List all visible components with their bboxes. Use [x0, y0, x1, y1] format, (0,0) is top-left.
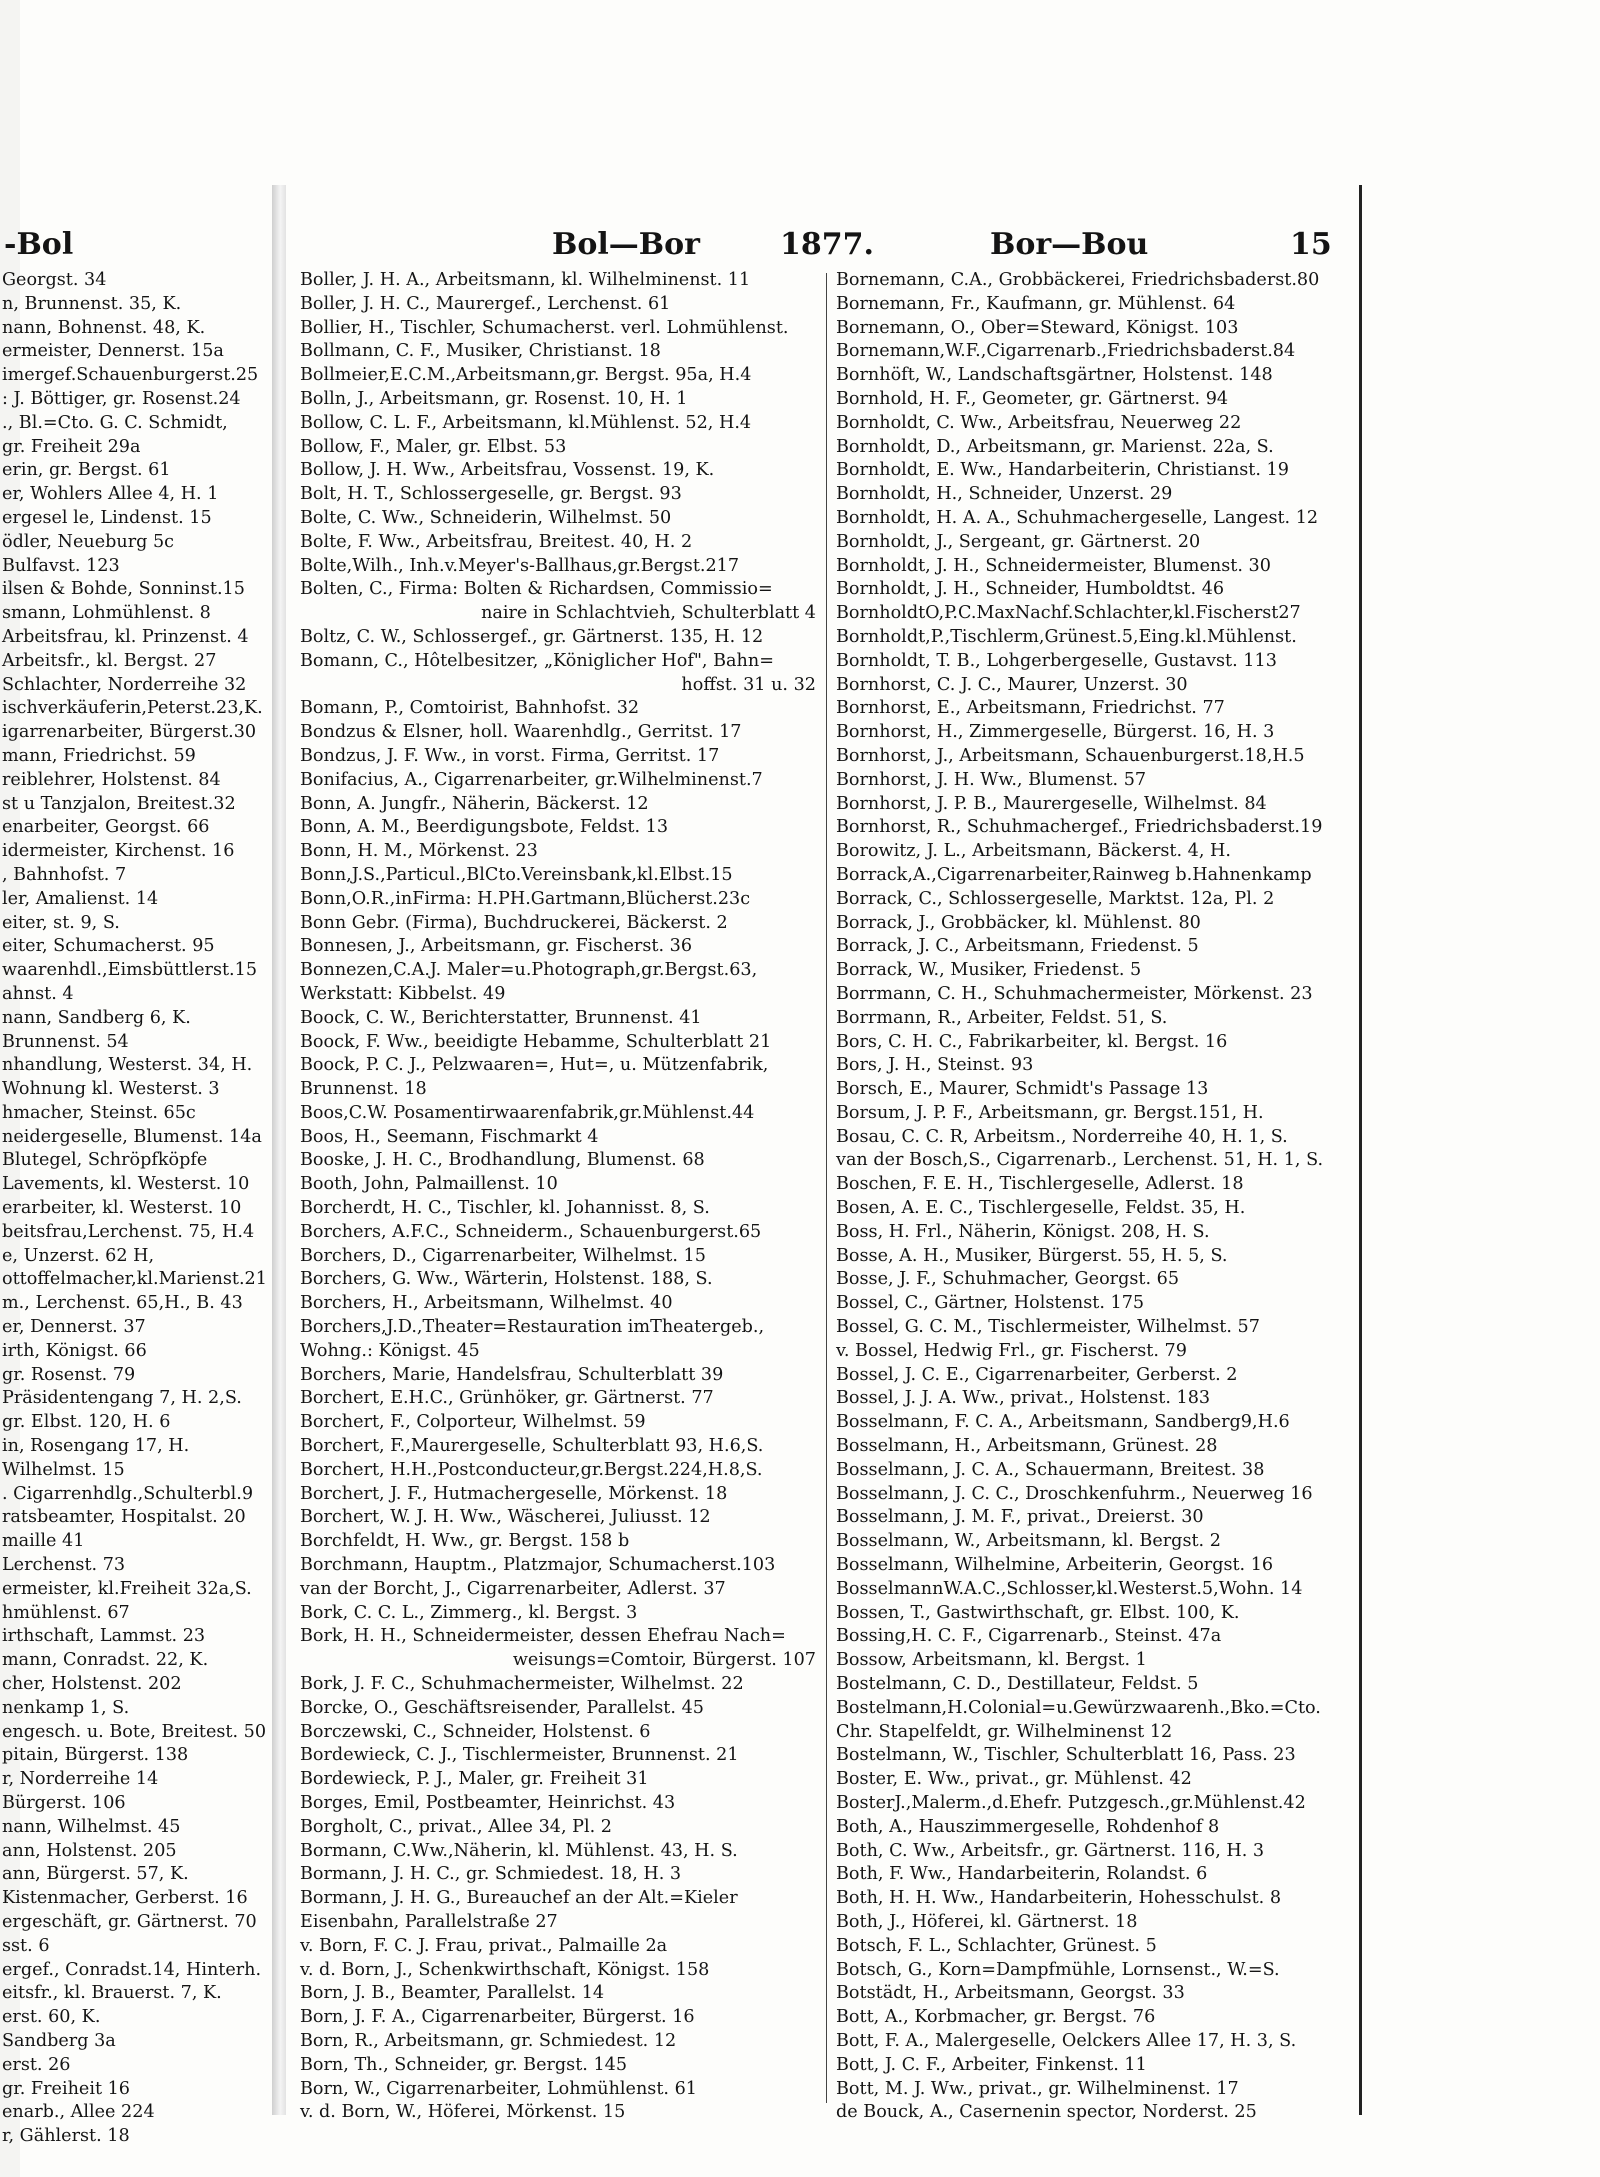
- directory-entry: hmacher, Steinst. 65c: [2, 1102, 196, 1123]
- directory-entry: Bondzus & Elsner, holl. Waarenhdlg., Gerritst. 17: [300, 722, 742, 743]
- directory-entry: gr. Freiheit 29a: [2, 436, 141, 457]
- directory-entry: Lerchenst. 73: [2, 1555, 126, 1576]
- page-range-left: Bol—Bor: [552, 227, 700, 262]
- directory-entry: Booth, John, Palmaillenst. 10: [300, 1174, 558, 1195]
- directory-entry: Bostelmann, W., Tischler, Schulterblatt 16, Pass. 23: [836, 1745, 1296, 1766]
- directory-entry: Bosselmann, H., Arbeitsmann, Grünest. 28: [836, 1436, 1218, 1457]
- directory-entry: Borchert, E.H.C., Grünhöker, gr. Gärtnerst. 77: [300, 1388, 714, 1409]
- directory-entry: Boller, J. H. C., Maurergef., Lerchenst. 61: [300, 293, 671, 314]
- directory-entry: beitsfrau,Lerchenst. 75, H.4: [2, 1221, 255, 1242]
- directory-entry: Borchert, W. J. H. Ww., Wäscherei, Juliusst. 12: [300, 1507, 711, 1528]
- directory-entry: Bonn, H. M., Mörkenst. 23: [300, 841, 538, 862]
- directory-entry: er, Dennerst. 37: [2, 1317, 146, 1338]
- directory-entry: Boock, P. C. J., Pelzwaaren=, Hut=, u. Mützenfabrik,: [300, 1055, 769, 1076]
- directory-entry: Bornhorst, E., Arbeitsmann, Friedrichst. 77: [836, 698, 1225, 719]
- directory-entry: Boschen, F. E. H., Tischlergeselle, Adlerst. 18: [836, 1174, 1244, 1195]
- directory-entry: Bollier, H., Tischler, Schumacherst. verl. Lohmühlenst.: [300, 317, 789, 338]
- book-spread: [0, 185, 1362, 2147]
- directory-entry: e, Unzerst. 62 H,: [2, 1245, 155, 1266]
- directory-entry: idermeister, Kirchenst. 16: [2, 841, 235, 862]
- directory-entry: v. Born, F. C. J. Frau, privat., Palmaille 2a: [300, 1935, 668, 1956]
- directory-entry: irth, Königst. 66: [2, 1340, 147, 1361]
- directory-entry: Bonn, A. M., Beerdigungsbote, Feldst. 13: [300, 817, 669, 838]
- directory-entry: Bossel, J. C. E., Cigarrenarbeiter, Gerberst. 2: [836, 1364, 1238, 1385]
- directory-entry: Bolte, C. Ww., Schneiderin, Wilhelmst. 50: [300, 507, 672, 528]
- directory-entry: Bondzus, J. F. Ww., in vorst. Firma, Gerritst. 17: [300, 745, 720, 766]
- directory-entry: Wohnung kl. Westerst. 3: [2, 1079, 220, 1100]
- directory-entry: maille 41: [2, 1531, 85, 1552]
- directory-entry: engesch. u. Bote, Breitest. 50: [2, 1721, 267, 1742]
- directory-entry: Bosselmann, F. C. A., Arbeitsmann, Sandberg9,H.6: [836, 1412, 1290, 1433]
- page-year: 1877.: [780, 227, 874, 262]
- directory-entry: Borrmann, R., Arbeiter, Feldst. 51, S.: [836, 1007, 1168, 1028]
- directory-entry: Both, F. Ww., Handarbeiterin, Rolandst. 6: [836, 1864, 1208, 1885]
- directory-entry: ler, Amalienst. 14: [2, 888, 159, 909]
- directory-entry: Botsch, G., Korn=Dampfmühle, Lornsenst., W.=S.: [836, 1959, 1280, 1980]
- directory-entry: Bott, J. C. F., Arbeiter, Finkenst. 11: [836, 2054, 1147, 2075]
- directory-entry: Bornholdt, D., Arbeitsmann, gr. Marienst. 22a, S.: [836, 436, 1274, 457]
- directory-entry: reiblehrer, Holstenst. 84: [2, 769, 221, 790]
- directory-entry: Wohng.: Königst. 45: [300, 1340, 480, 1361]
- right-column: [836, 269, 1344, 2125]
- directory-entry: Bordewieck, C. J., Tischlermeister, Brunnenst. 21: [300, 1745, 739, 1766]
- directory-entry: Bormann, C.Ww.,Näherin, kl. Mühlenst. 43, H. S.: [300, 1840, 738, 1861]
- directory-entry: Boss, H. Frl., Näherin, Königst. 208, H. S.: [836, 1221, 1210, 1242]
- directory-entry: Borczewski, C., Schneider, Holstenst. 6: [300, 1721, 651, 1742]
- directory-entry: neidergeselle, Blumenst. 14a: [2, 1126, 262, 1147]
- directory-entry: Borrack,A.,Cigarrenarbeiter,Rainweg b.Hahnenkamp: [836, 864, 1312, 885]
- directory-entry: Bors, C. H. C., Fabrikarbeiter, kl. Bergst. 16: [836, 1031, 1228, 1052]
- directory-entry: Born, J. B., Beamter, Parallelst. 14: [300, 1983, 605, 2004]
- directory-entry: Bornemann,W.F.,Cigarrenarb.,Friedrichsbaderst.84: [836, 341, 1296, 362]
- directory-entry: Both, A., Hauszimmergeselle, Rohdenhof 8: [836, 1816, 1220, 1837]
- directory-entry: Bonn,J.S.,Particul.,BlCto.Vereinsbank,kl.Elbst.15: [300, 864, 733, 885]
- directory-entry: ahnst. 4: [2, 983, 74, 1004]
- directory-entry: Bornholdt, J. H., Schneider, Humboldtst. 46: [836, 579, 1225, 600]
- directory-entry: Bollmeier,E.C.M.,Arbeitsmann,gr. Bergst. 95a, H.4: [300, 365, 752, 386]
- directory-entry: Lavements, kl. Westerst. 10: [2, 1174, 250, 1195]
- directory-entry: Bornhorst, C. J. C., Maurer, Unzerst. 30: [836, 674, 1188, 695]
- directory-entry: BosterJ.,Malerm.,d.Ehefr. Putzgesch.,gr.Mühlenst.42: [836, 1793, 1306, 1813]
- directory-entry: Bossel, G. C. M., Tischlermeister, Wilhelmst. 57: [836, 1317, 1260, 1338]
- directory-entry: ischverkäuferin,Peterst.23,K.: [2, 698, 263, 719]
- directory-entry: ilsen & Bohde, Sonninst.15: [2, 579, 245, 600]
- directory-entry: Bott, M. J. Ww., privat., gr. Wilhelminenst. 17: [836, 2078, 1239, 2099]
- directory-entry: Bornholdt, J., Sergeant, gr. Gärtnerst. 20: [836, 531, 1201, 552]
- directory-entry: ann, Holstenst. 205: [2, 1840, 177, 1861]
- directory-entry: Borowitz, J. L., Arbeitsmann, Bäckerst. 4, H.: [836, 841, 1231, 862]
- directory-entry: Bonn, A. Jungfr., Näherin, Bäckerst. 12: [300, 793, 649, 814]
- directory-entry: smann, Lohmühlenst. 8: [2, 603, 211, 624]
- directory-entry: Bosen, A. E. C., Tischlergeselle, Feldst. 35, H.: [836, 1198, 1246, 1219]
- directory-entry: Arbeitsfrau, kl. Prinzenst. 4: [2, 626, 249, 647]
- directory-entry: Bossel, C., Gärtner, Holstenst. 175: [836, 1293, 1145, 1314]
- directory-entry: Boock, C. W., Berichterstatter, Brunnenst. 41: [300, 1007, 702, 1028]
- directory-entry: Bork, H. H., Schneidermeister, dessen Ehefrau Nach=: [300, 1626, 786, 1647]
- directory-entry: Bonn,O.R.,inFirma: H.PH.Gartmann,Blücherst.23c: [300, 888, 751, 909]
- directory-entry: cher, Holstenst. 202: [2, 1674, 182, 1695]
- directory-entry: Borchers, D., Cigarrenarbeiter, Wilhelmst. 15: [300, 1245, 706, 1266]
- directory-entry: gr. Rosenst. 79: [2, 1364, 136, 1385]
- previous-page-column: [2, 269, 270, 2149]
- directory-entry: Bornhorst, J. H. Ww., Blumenst. 57: [836, 769, 1147, 790]
- directory-entry: erst. 26: [2, 2054, 71, 2075]
- directory-entry: nann, Wilhelmst. 45: [2, 1816, 181, 1837]
- directory-entry: v. d. Born, W., Höferei, Mörkenst. 15: [300, 2102, 626, 2123]
- directory-entry: Borges, Emil, Postbeamter, Heinrichst. 43: [300, 1793, 676, 1813]
- directory-entry: , Bahnhofst. 7: [2, 864, 127, 885]
- directory-entry: Bornhorst, H., Zimmergeselle, Bürgerst. 16, H. 3: [836, 722, 1275, 743]
- directory-entry: Bornhöft, W., Landschaftsgärtner, Holstenst. 148: [836, 365, 1273, 386]
- directory-entry: Bosselmann, J. C. A., Schauermann, Breitest. 38: [836, 1459, 1265, 1480]
- directory-entry: Bostelmann,H.Colonial=u.Gewürzwaarenh.,Bko.=Cto.: [836, 1697, 1321, 1718]
- directory-entry: Born, J. F. A., Cigarrenarbeiter, Bürgerst. 16: [300, 2007, 695, 2028]
- directory-entry: Bornhorst, J., Arbeitsmann, Schauenburgerst.18,H.5: [836, 745, 1305, 766]
- directory-entry: v. Bossel, Hedwig Frl., gr. Fischerst. 79: [836, 1340, 1187, 1361]
- directory-entry: BosselmannW.A.C.,Schlosser,kl.Westerst.5,Wohn. 14: [836, 1578, 1303, 1599]
- directory-entry: ., Bl.=Cto. G. C. Schmidt,: [2, 412, 228, 433]
- directory-entry: Borcherdt, H. C., Tischler, kl. Johannisst. 8, S.: [300, 1198, 710, 1219]
- directory-entry: Bollow, J. H. Ww., Arbeitsfrau, Vossenst. 19, K.: [300, 460, 715, 481]
- directory-entry: Booske, J. H. C., Brodhandlung, Blumenst. 68: [300, 1150, 705, 1171]
- directory-entry: Botsch, F. L., Schlachter, Grünest. 5: [836, 1935, 1157, 1956]
- directory-entry: Borrack, C., Schlossergeselle, Marktst. 12a, Pl. 2: [836, 888, 1275, 909]
- directory-entry: waarenhdl.,Eimsbüttlerst.15: [2, 960, 258, 981]
- directory-entry: : J. Böttiger, gr. Rosenst.24: [2, 388, 241, 409]
- directory-entry: Bormann, J. H. G., Bureauchef an der Alt.=Kieler: [300, 1888, 738, 1909]
- directory-entry: weisungs=Comtoir, Bürgerst. 107: [512, 1650, 816, 1671]
- page-number: 15: [1290, 227, 1332, 262]
- directory-entry: m., Lerchenst. 65,H., B. 43: [2, 1293, 243, 1314]
- directory-entry: Bosselmann, J. M. F., privat., Dreierst. 30: [836, 1507, 1204, 1528]
- directory-entry: Boster, E. Ww., privat., gr. Mühlenst. 42: [836, 1769, 1192, 1790]
- directory-entry: Kistenmacher, Gerberst. 16: [2, 1888, 248, 1909]
- directory-entry: nann, Sandberg 6, K.: [2, 1007, 191, 1028]
- directory-entry: ergesel le, Lindenst. 15: [2, 507, 212, 528]
- directory-entry: Borrmann, C. H., Schuhmachermeister, Mörkenst. 23: [836, 983, 1313, 1004]
- directory-entry: Borchert, F.,Maurergeselle, Schulterblatt 93, H.6,S.: [300, 1436, 764, 1457]
- directory-entry: Chr. Stapelfeldt, gr. Wilhelminenst 12: [836, 1721, 1173, 1742]
- directory-entry: Bolln, J., Arbeitsmann, gr. Rosenst. 10, H. 1: [300, 388, 688, 409]
- directory-entry: ermeister, Dennerst. 15a: [2, 341, 224, 362]
- directory-entry: Sandberg 3a: [2, 2030, 116, 2051]
- directory-entry: BornholdtO,P.C.MaxNachf.Schlachter,kl.Fischerst27: [836, 603, 1301, 624]
- directory-entry: Bornholdt,P.,Tischlerm,Grünest.5,Eing.kl.Mühlenst.: [836, 626, 1297, 647]
- directory-entry: ermeister, kl.Freiheit 32a,S.: [2, 1578, 252, 1599]
- directory-entry: Bolte, F. Ww., Arbeitsfrau, Breitest. 40, H. 2: [300, 531, 693, 552]
- directory-entry: Bonn Gebr. (Firma), Buchdruckerei, Bäckerst. 2: [300, 912, 728, 933]
- directory-entry: Both, C. Ww., Arbeitsfr., gr. Gärtnerst. 116, H. 3: [836, 1840, 1265, 1861]
- directory-entry: Borchers, G. Ww., Wärterin, Holstenst. 188, S.: [300, 1269, 713, 1290]
- directory-entry: ratsbeamter, Hospitalst. 20: [2, 1507, 246, 1528]
- directory-entry: Arbeitsfr., kl. Bergst. 27: [2, 650, 217, 671]
- directory-entry: Bosselmann, J. C. C., Droschkenfuhrm., Neuerweg 16: [836, 1483, 1313, 1504]
- directory-entry: Bornemann, O., Ober=Steward, Königst. 103: [836, 317, 1239, 338]
- directory-entry: Bonnesen, J., Arbeitsmann, gr. Fischerst. 36: [300, 936, 693, 957]
- directory-entry: Bosse, A. H., Musiker, Bürgerst. 55, H. 5, S.: [836, 1245, 1228, 1266]
- directory-entry: Bosse, J. F., Schuhmacher, Georgst. 65: [836, 1269, 1180, 1290]
- directory-entry: nhandlung, Westerst. 34, H.: [2, 1055, 253, 1076]
- directory-entry: igarrenarbeiter, Bürgerst.30: [2, 722, 257, 743]
- directory-entry: Bors, J. H., Steinst. 93: [836, 1055, 1034, 1076]
- directory-entry: Bossow, Arbeitsmann, kl. Bergst. 1: [836, 1650, 1147, 1671]
- directory-entry: ergef., Conradst.14, Hinterh.: [2, 1959, 262, 1980]
- directory-entry: Borsum, J. P. F., Arbeitsmann, gr. Bergst.151, H.: [836, 1102, 1264, 1123]
- directory-entry: Borrack, W., Musiker, Friedenst. 5: [836, 960, 1142, 981]
- directory-entry: irthschaft, Lammst. 23: [2, 1626, 206, 1647]
- directory-entry: Bosau, C. C. R, Arbeitsm., Norderreihe 40, H. 1, S.: [836, 1126, 1288, 1147]
- directory-entry: ergeschäft, gr. Gärtnerst. 70: [2, 1911, 257, 1932]
- directory-entry: erarbeiter, kl. Westerst. 10: [2, 1198, 242, 1219]
- directory-entry: Boos, H., Seemann, Fischmarkt 4: [300, 1126, 599, 1147]
- directory-entry: Borchert, F., Colporteur, Wilhelmst. 59: [300, 1412, 646, 1433]
- left-column: [300, 269, 816, 2125]
- directory-entry: Bolte,Wilh., Inh.v.Meyer's-Ballhaus,gr.Bergst.217: [300, 555, 740, 576]
- directory-entry: Bomann, P., Comtoirist, Bahnhofst. 32: [300, 698, 640, 719]
- directory-entry: Bornholdt, H. A. A., Schuhmachergeselle, Langest. 12: [836, 507, 1319, 528]
- directory-entry: Bonifacius, A., Cigarrenarbeiter, gr.Wilhelminenst.7: [300, 769, 763, 790]
- directory-entry: pitain, Bürgerst. 138: [2, 1745, 189, 1766]
- directory-entry: Bornhorst, R., Schuhmachergef., Friedrichsbaderst.19: [836, 817, 1323, 838]
- directory-entry: erst. 60, K.: [2, 2007, 101, 2028]
- directory-entry: Borgholt, C., privat., Allee 34, Pl. 2: [300, 1816, 612, 1837]
- directory-entry: Born, R., Arbeitsmann, gr. Schmiedest. 12: [300, 2030, 677, 2051]
- directory-entry: Wilhelmst. 15: [2, 1459, 125, 1480]
- directory-entry: naire in Schlachtvieh, Schulterblatt 4: [481, 603, 816, 624]
- directory-entry: Bosselmann, Wilhelmine, Arbeiterin, Georgst. 16: [836, 1555, 1274, 1576]
- directory-entry: eitsfr., kl. Brauerst. 7, K.: [2, 1983, 222, 2004]
- directory-entry: Borsch, E., Maurer, Schmidt's Passage 13: [836, 1079, 1209, 1100]
- directory-entry: ann, Bürgerst. 57, K.: [2, 1864, 189, 1885]
- directory-entry: Born, W., Cigarrenarbeiter, Lohmühlenst. 61: [300, 2078, 697, 2099]
- directory-entry: mann, Friedrichst. 59: [2, 745, 196, 766]
- directory-entry: gr. Freiheit 16: [2, 2078, 131, 2099]
- directory-entry: Boltz, C. W., Schlossergef., gr. Gärtnerst. 135, H. 12: [300, 626, 764, 647]
- directory-entry: hmühlenst. 67: [2, 1602, 130, 1623]
- directory-entry: Bornholdt, H., Schneider, Unzerst. 29: [836, 484, 1173, 505]
- directory-entry: . Cigarrenhdlg.,Schulterbl.9: [2, 1483, 254, 1504]
- directory-entry: Bork, C. C. L., Zimmerg., kl. Bergst. 3: [300, 1602, 638, 1623]
- directory-entry: Brunnenst. 18: [300, 1079, 427, 1100]
- directory-entry: Bossen, T., Gastwirthschaft, gr. Elbst. 100, K.: [836, 1602, 1240, 1623]
- directory-entry: Borrack, J., Grobbäcker, kl. Mühlenst. 80: [836, 912, 1201, 933]
- directory-entry: Bolten, C., Firma: Bolten & Richardsen, Commissio=: [300, 579, 773, 600]
- directory-entry: Boock, F. Ww., beeidigte Hebamme, Schulterblatt 21: [300, 1031, 772, 1052]
- directory-entry: Borchfeldt, H. Ww., gr. Bergst. 158 b: [300, 1531, 630, 1552]
- directory-entry: Präsidentengang 7, H. 2,S.: [2, 1388, 242, 1409]
- directory-entry: Bordewieck, P. J., Maler, gr. Freiheit 31: [300, 1769, 649, 1790]
- directory-entry: Eisenbahn, Parallelstraße 27: [300, 1911, 558, 1932]
- directory-entry: Bornemann, C.A., Grobbäckerei, Friedrichsbaderst.80: [836, 270, 1320, 290]
- directory-entry: Borchmann, Hauptm., Platzmajor, Schumacherst.103: [300, 1555, 776, 1576]
- directory-entry: Both, J., Höferei, kl. Gärtnerst. 18: [836, 1911, 1138, 1932]
- directory-entry: Boller, J. H. A., Arbeitsmann, kl. Wilhelminenst. 11: [300, 270, 751, 290]
- directory-entry: Bott, A., Korbmacher, gr. Bergst. 76: [836, 2007, 1156, 2028]
- directory-entry: Bornholdt, T. B., Lohgerbergeselle, Gustavst. 113: [836, 650, 1277, 671]
- directory-entry: Bott, F. A., Malergeselle, Oelckers Allee 17, H. 3, S.: [836, 2030, 1297, 2051]
- previous-page: [0, 185, 270, 2147]
- directory-entry: Bornholdt, C. Ww., Arbeitsfrau, Neuerweg 22: [836, 412, 1242, 433]
- directory-entry: Bürgerst. 106: [2, 1793, 126, 1813]
- directory-entry: enarb., Allee 224: [2, 2102, 155, 2123]
- directory-entry: Bollmann, C. F., Musiker, Christianst. 18: [300, 341, 661, 362]
- directory-entry: de Bouck, A., Casernenin spector, Norderst. 25: [836, 2102, 1257, 2123]
- directory-entry: eiter, st. 9, S.: [2, 912, 120, 933]
- directory-entry: ottoffelmacher,kl.Marienst.21: [2, 1269, 267, 1290]
- directory-entry: Brunnenst. 54: [2, 1031, 129, 1052]
- directory-entry: Bossing,H. C. F., Cigarrenarb., Steinst. 47a: [836, 1626, 1222, 1647]
- directory-entry: Bomann, C., Hôtelbesitzer, „Königlicher Hof", Bahn=: [300, 650, 774, 671]
- directory-entry: Borchers, A.F.C., Schneiderm., Schauenburgerst.65: [300, 1221, 762, 1242]
- directory-entry: van der Bosch,S., Cigarrenarb., Lerchenst. 51, H. 1, S.: [836, 1150, 1324, 1171]
- directory-entry: erin, gr. Bergst. 61: [2, 460, 171, 481]
- directory-entry: Both, H. H. Ww., Handarbeiterin, Hohesschulst. 8: [836, 1888, 1282, 1909]
- directory-entry: in, Rosengang 17, H.: [2, 1436, 190, 1457]
- directory-entry: Schlachter, Norderreihe 32: [2, 674, 247, 695]
- directory-entry: Bornholdt, E. Ww., Handarbeiterin, Christianst. 19: [836, 460, 1289, 481]
- directory-entry: Bork, J. F. C., Schuhmachermeister, Wilhelmst. 22: [300, 1674, 744, 1695]
- directory-entry: gr. Elbst. 120, H. 6: [2, 1412, 171, 1433]
- directory-entry: n, Brunnenst. 35, K.: [2, 293, 182, 314]
- directory-entry: v. d. Born, J., Schenkwirthschaft, Königst. 158: [300, 1959, 710, 1980]
- directory-entry: eiter, Schumacherst. 95: [2, 936, 215, 957]
- directory-entry: Georgst. 34: [2, 270, 107, 290]
- directory-entry: Botstädt, H., Arbeitsmann, Georgst. 33: [836, 1983, 1185, 2004]
- directory-entry: Bolt, H. T., Schlossergeselle, gr. Bergst. 93: [300, 484, 682, 505]
- directory-entry: Borchert, H.H.,Postconducteur,gr.Bergst.224,H.8,S.: [300, 1459, 763, 1480]
- directory-entry: Borchers, Marie, Handelsfrau, Schulterblatt 39: [300, 1364, 724, 1385]
- directory-entry: Bossel, J. J. A. Ww., privat., Holstenst. 183: [836, 1388, 1211, 1409]
- directory-entry: ödler, Neueburg 5c: [2, 531, 175, 552]
- directory-entry: Borchers,J.D.,Theater=Restauration imTheatergeb.,: [300, 1317, 765, 1338]
- directory-entry: Borchert, J. F., Hutmachergeselle, Mörkenst. 18: [300, 1483, 728, 1504]
- directory-entry: sst. 6: [2, 1935, 50, 1956]
- directory-entry: enarbeiter, Georgst. 66: [2, 817, 210, 838]
- directory-entry: van der Borcht, J., Cigarrenarbeiter, Adlerst. 37: [300, 1578, 726, 1599]
- directory-page: [290, 185, 1362, 2123]
- directory-entry: st u Tanzjalon, Breitest.32: [2, 793, 236, 814]
- directory-entry: hoffst. 31 u. 32: [681, 674, 816, 695]
- directory-entry: Borrack, J. C., Arbeitsmann, Friedenst. 5: [836, 936, 1199, 957]
- directory-entry: Bornhold, H. F., Geometer, gr. Gärtnerst. 94: [836, 388, 1229, 409]
- directory-entry: Bosselmann, W., Arbeitsmann, kl. Bergst. 2: [836, 1531, 1221, 1552]
- directory-entry: imergef.Schauenburgerst.25: [2, 365, 259, 386]
- directory-entry: Bostelmann, C. D., Destillateur, Feldst. 5: [836, 1674, 1199, 1695]
- directory-entry: Bornemann, Fr., Kaufmann, gr. Mühlenst. 64: [836, 293, 1236, 314]
- directory-entry: Bulfavst. 123: [2, 555, 120, 576]
- directory-entry: nenkamp 1, S.: [2, 1697, 130, 1718]
- directory-entry: nann, Bohnenst. 48, K.: [2, 317, 206, 338]
- directory-entry: Borcke, O., Geschäftsreisender, Parallelst. 45: [300, 1697, 704, 1718]
- directory-entry: Bonnezen,C.A.J. Maler=u.Photograph,gr.Bergst.63,: [300, 960, 758, 981]
- page-range-right: Bor—Bou: [990, 227, 1149, 262]
- page-edge: [1359, 185, 1362, 2115]
- directory-entry: Bornhorst, J. P. B., Maurergeselle, Wilhelmst. 84: [836, 793, 1267, 814]
- directory-entry: Bollow, F., Maler, gr. Elbst. 53: [300, 436, 567, 457]
- directory-entry: r, Norderreihe 14: [2, 1769, 159, 1790]
- directory-entry: er, Wohlers Allee 4, H. 1: [2, 484, 219, 505]
- directory-entry: Blutegel, Schröpfköpfe: [2, 1150, 208, 1171]
- directory-entry: mann, Conradst. 22, K.: [2, 1650, 209, 1671]
- directory-entry: Borchers, H., Arbeitsmann, Wilhelmst. 40: [300, 1293, 673, 1314]
- column-divider: [826, 273, 827, 2103]
- previous-page-header: -Bol: [4, 227, 74, 262]
- directory-entry: Werkstatt: Kibbelst. 49: [300, 983, 506, 1004]
- directory-entry: Born, Th., Schneider, gr. Bergst. 145: [300, 2054, 628, 2075]
- directory-entry: Boos,C.W. Posamentirwaarenfabrik,gr.Mühlenst.44: [300, 1102, 755, 1123]
- directory-entry: Bormann, J. H. C., gr. Schmiedest. 18, H. 3: [300, 1864, 682, 1885]
- book-gutter: [272, 185, 286, 2115]
- directory-entry: Bornholdt, J. H., Schneidermeister, Blumenst. 30: [836, 555, 1271, 576]
- directory-entry: Bollow, C. L. F., Arbeitsmann, kl.Mühlenst. 52, H.4: [300, 412, 752, 433]
- directory-entry: r, Gählerst. 18: [2, 2126, 130, 2147]
